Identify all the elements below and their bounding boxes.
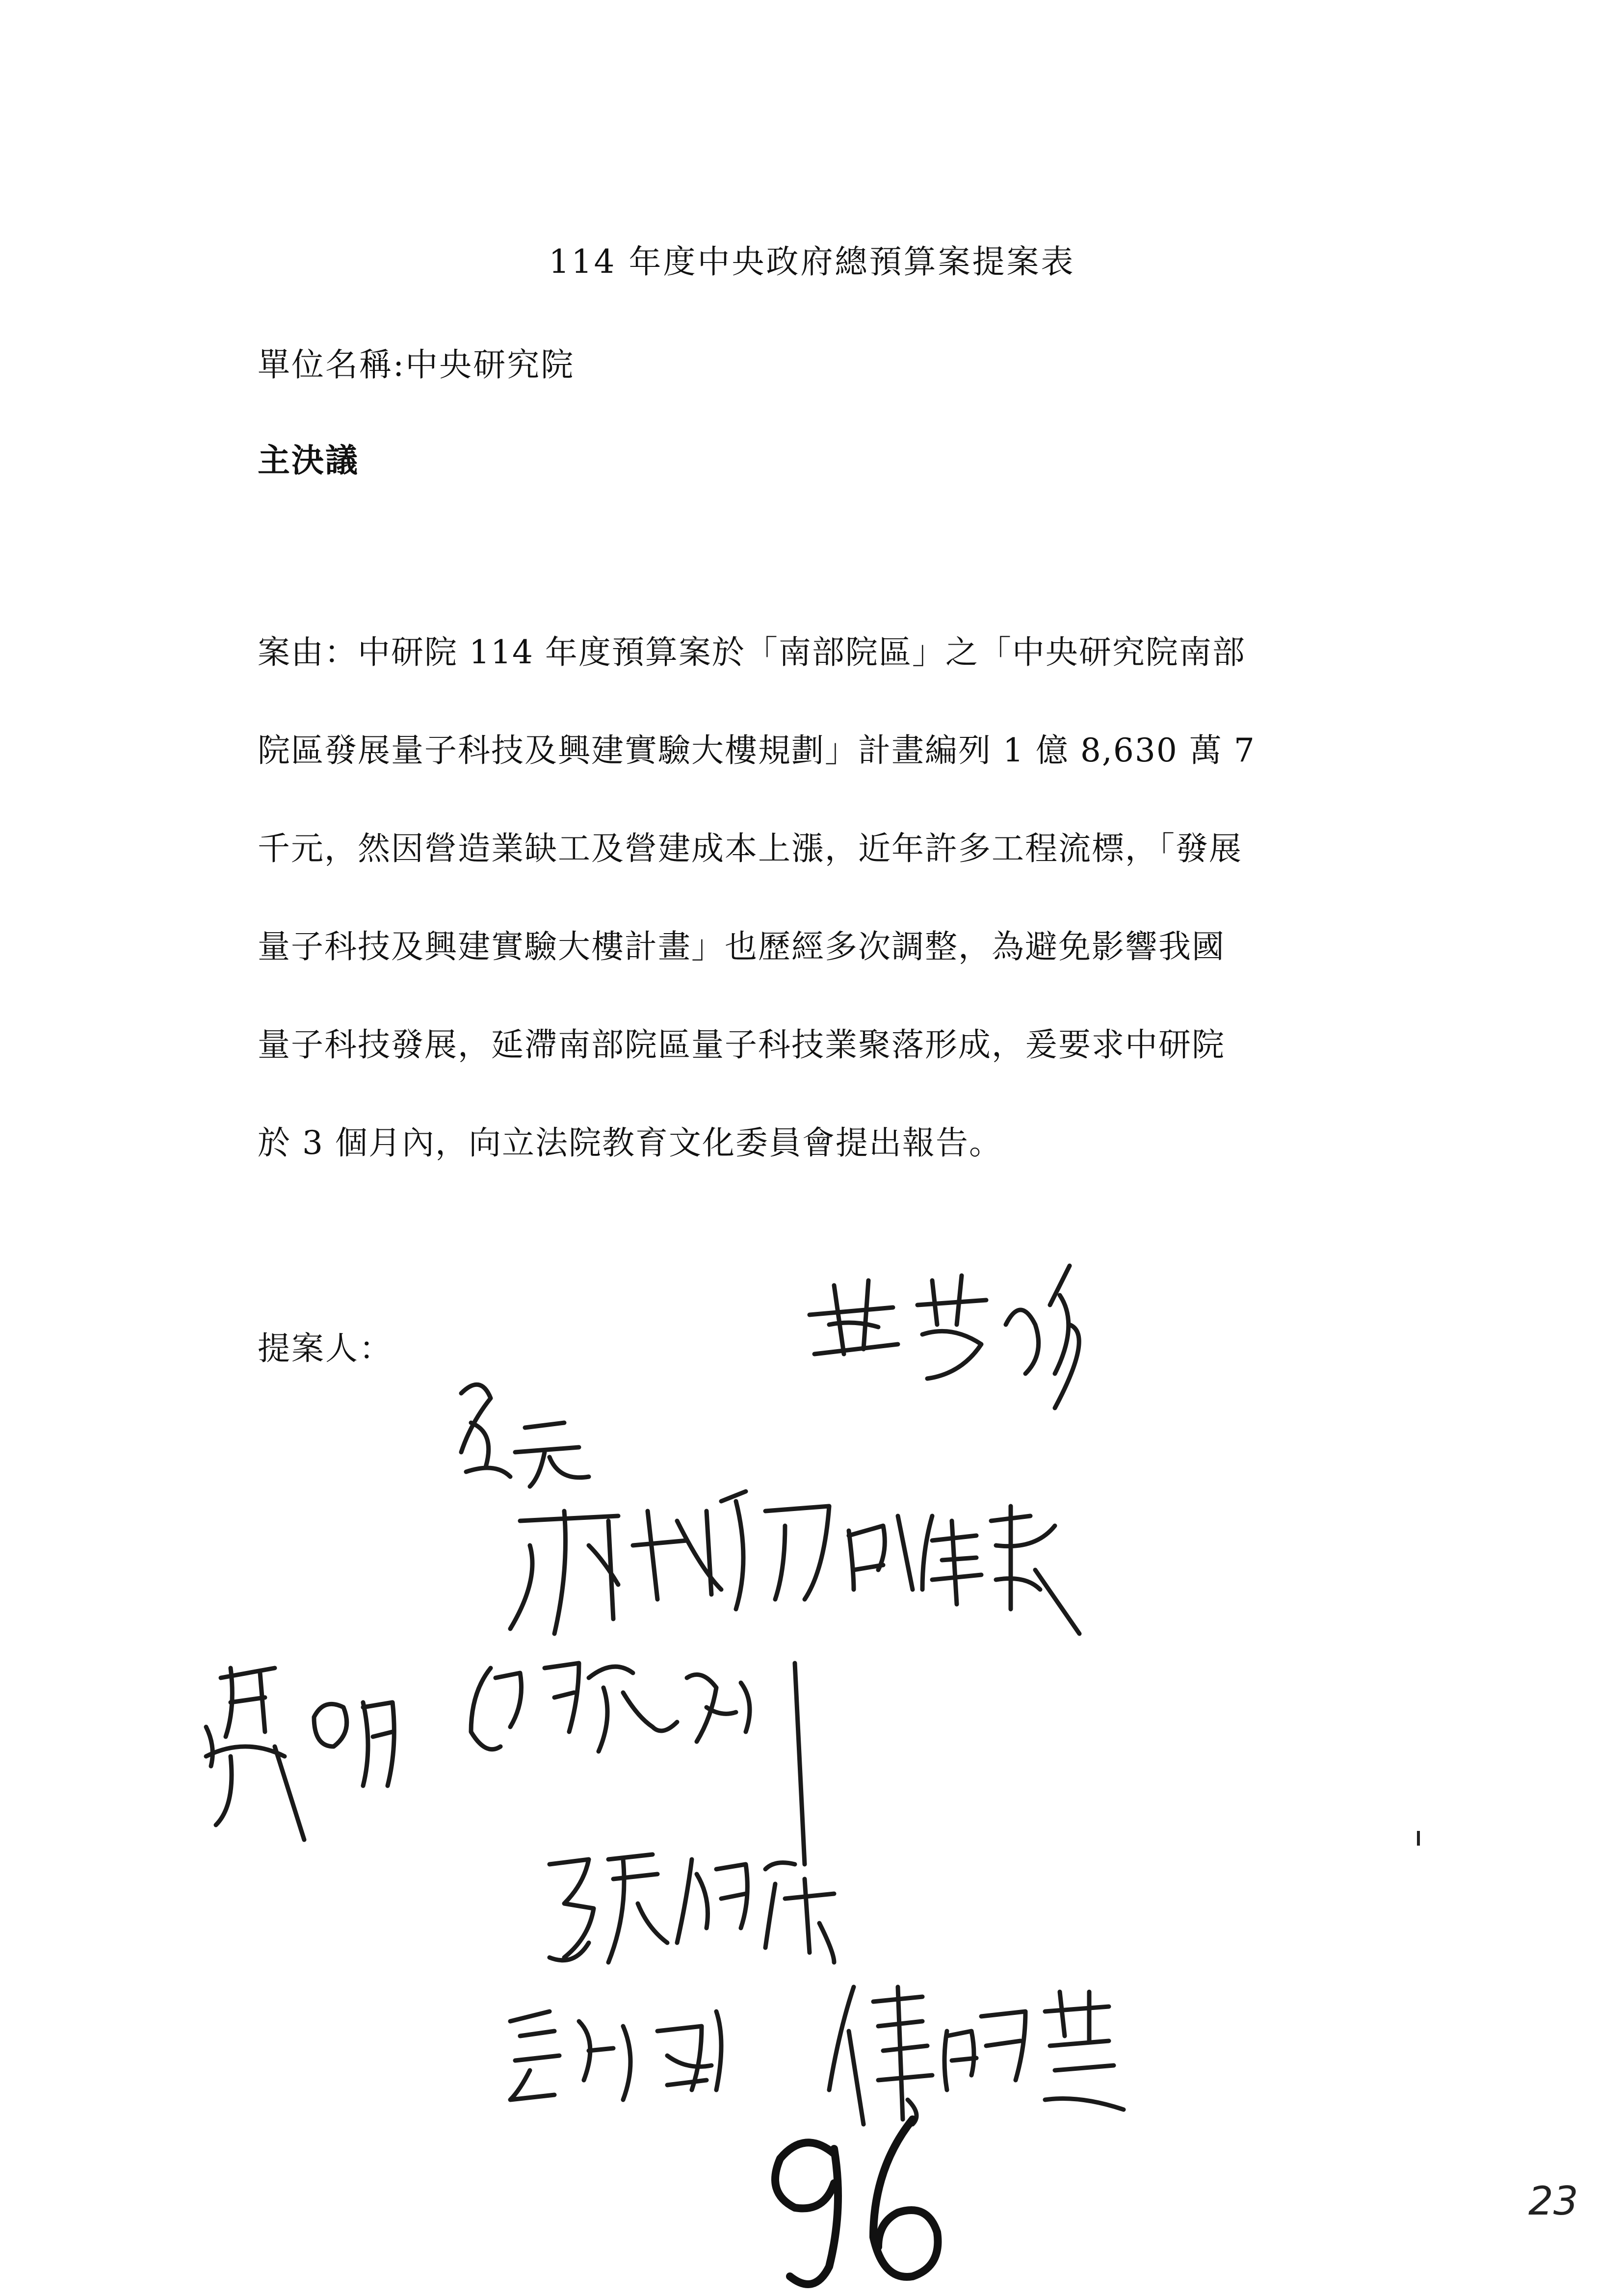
case-line: 於 3 個月內，向立法院教育文化委員會提出報告。 — [258, 1124, 1002, 1162]
case-description — [258, 633, 1386, 1222]
case-line: 千元，然因營造業缺工及營建成本上漲，近年許多工程流標，「發展 — [258, 830, 1242, 867]
signature-5 — [206, 1668, 394, 1840]
signature-6 — [471, 1663, 805, 1864]
resolution-heading: 主決議 — [258, 441, 359, 479]
unit-name: 單位名稱:中央研究院 — [258, 346, 575, 384]
case-line: 案由：中研院 114 年度預算案於「南部院區」之「中央研究院南部 — [258, 633, 1246, 671]
case-line: 院區發展量子科技及興建實驗大樓規劃」計畫編列 1 億 8,630 萬 7 — [258, 731, 1256, 769]
document-title: 114 年度中央政府總預算案提案表 — [549, 243, 1075, 281]
signature-8 — [510, 2011, 721, 2100]
case-line: 量子科技發展，延滯南部院區量子科技業聚落形成，爰要求中研院 — [258, 1026, 1225, 1064]
signature-10 — [206, 1727, 212, 1766]
handwritten-number — [775, 2119, 938, 2284]
proposer-label: 提案人： — [258, 1330, 393, 1367]
page-number: 23 — [1528, 2178, 1578, 2224]
signature-2 — [461, 1384, 589, 1487]
signature-4 — [849, 1506, 1079, 1634]
case-line: 量子科技及興建實驗大樓計畫」也歷經多次調整，為避免影響我國 — [258, 928, 1225, 965]
signature-7 — [550, 1854, 834, 1962]
signature-1 — [810, 1266, 1079, 1408]
signature-3 — [510, 1491, 829, 1634]
stray-mark — [1417, 1831, 1420, 1846]
signature-9 — [829, 1987, 1124, 2124]
